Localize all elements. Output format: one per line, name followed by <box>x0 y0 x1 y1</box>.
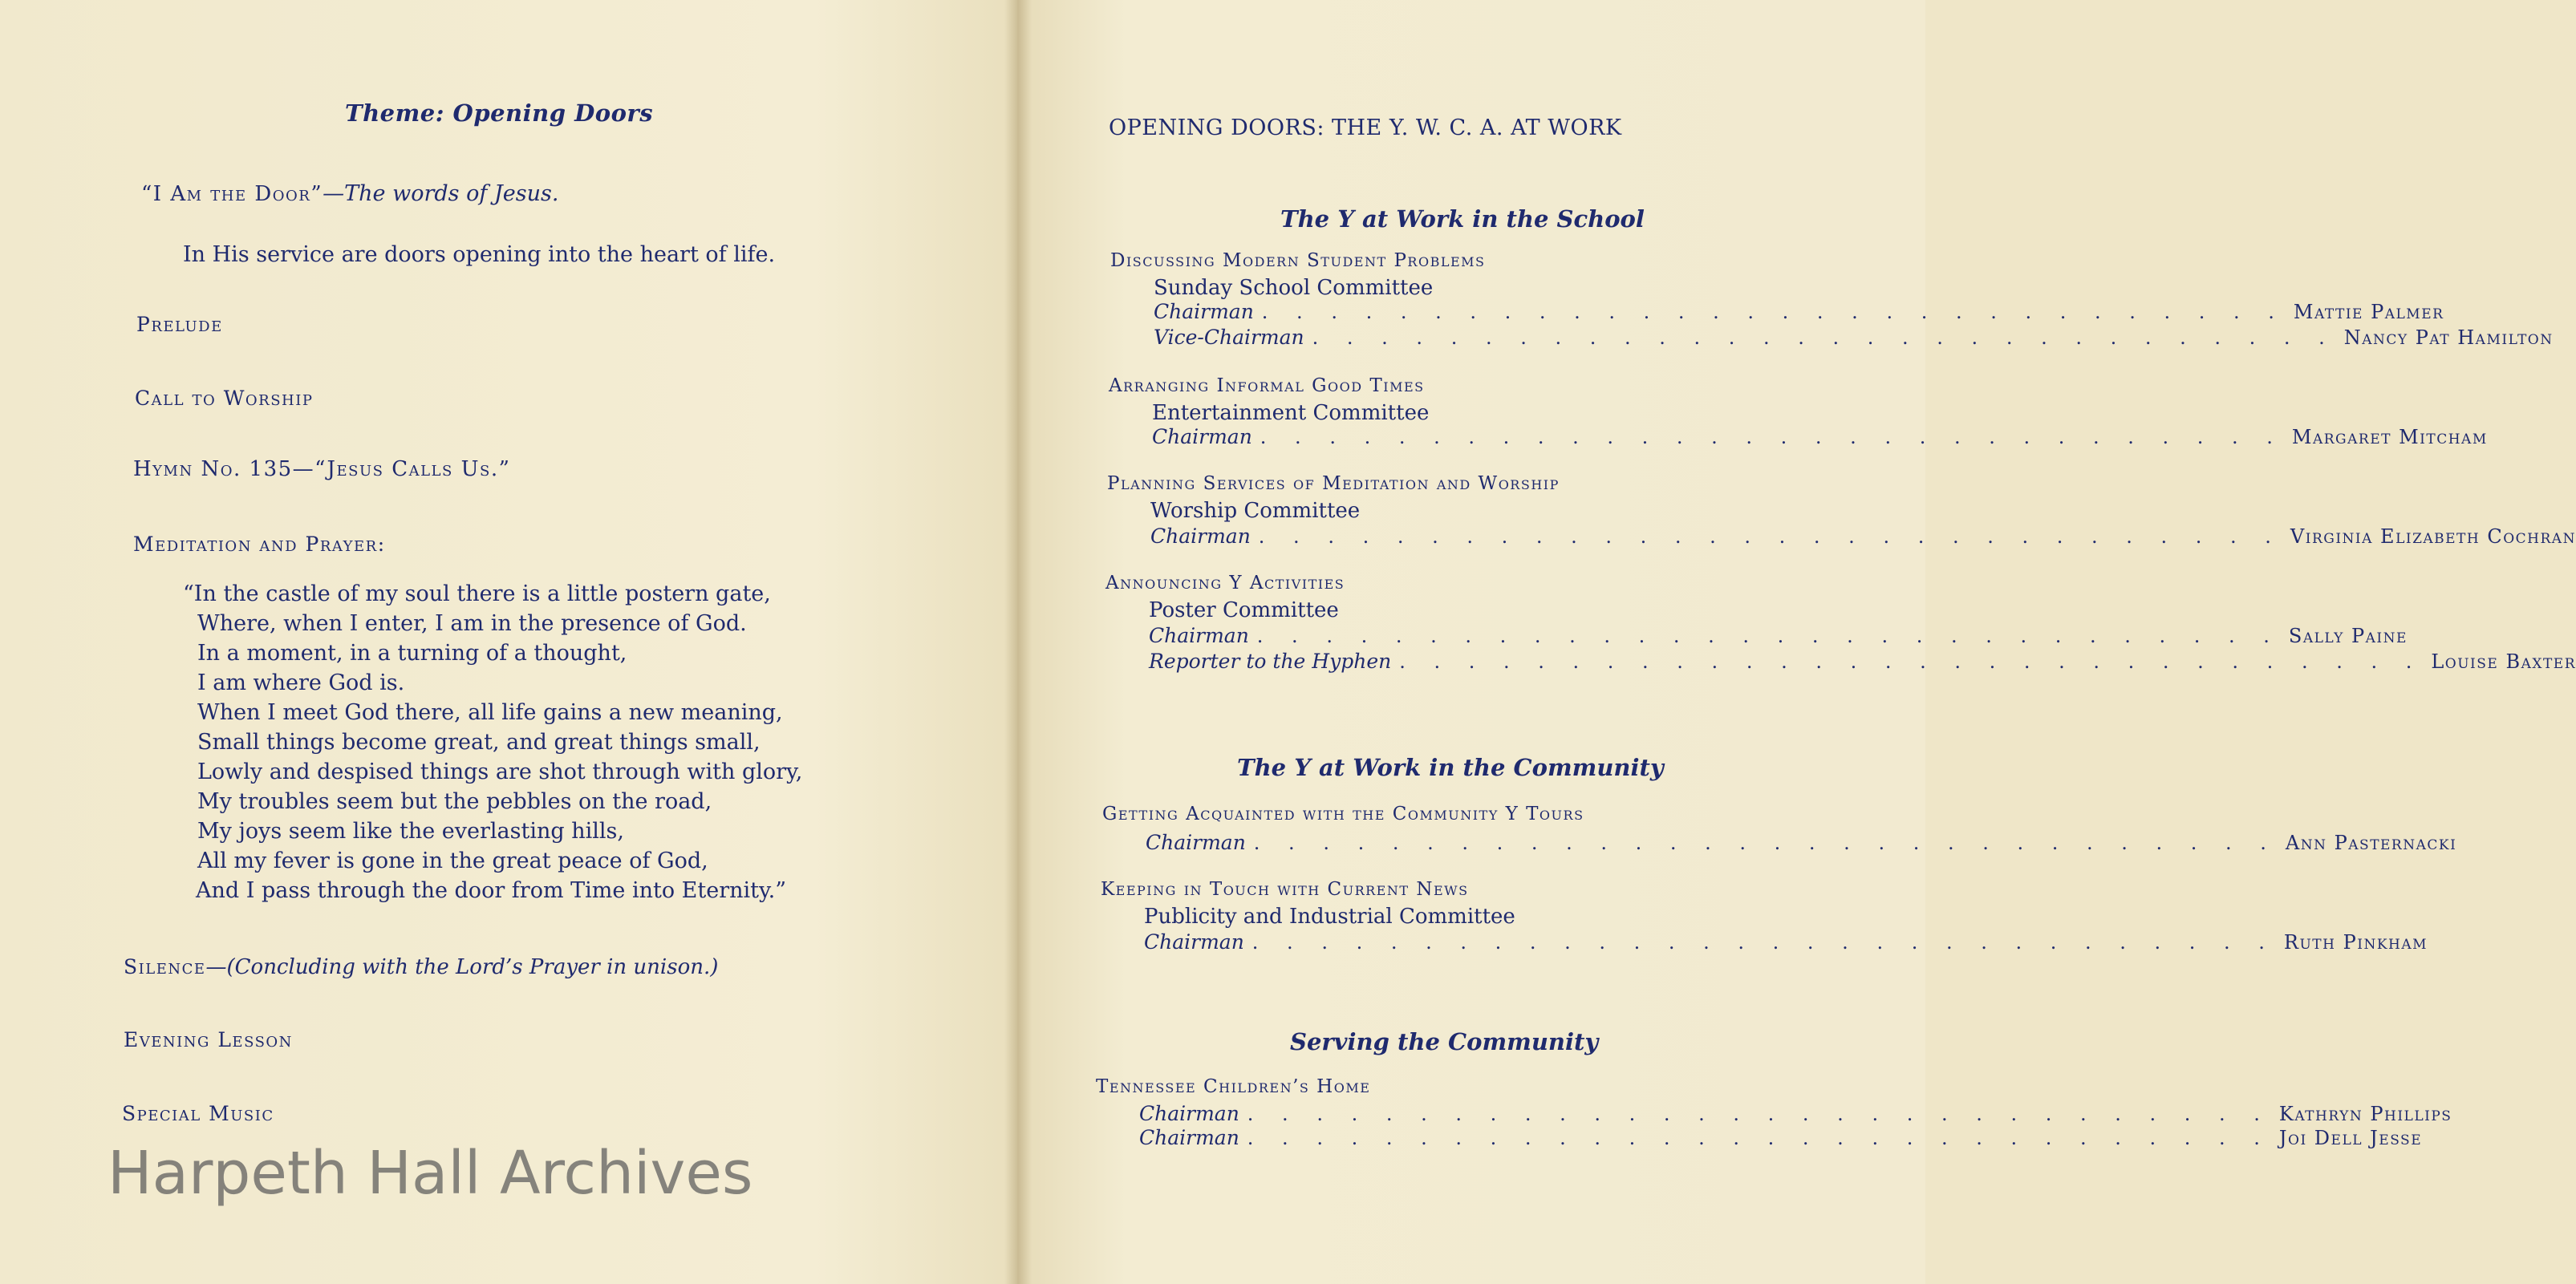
poem-line: I am where God is. <box>197 670 405 695</box>
meditation-heading: Meditation and Prayer: <box>133 533 386 556</box>
dot-leader: . . . . . . . . . . . . . . . . . . . . . . . . . . . . . . <box>1258 525 2282 548</box>
member-name: Ann Pasternacki <box>2285 832 2457 854</box>
dot-leader: . . . . . . . . . . . . . . . . . . . . . . . . . . . . . . <box>1399 650 2424 673</box>
role-row <box>1139 1102 2452 1125</box>
topic-heading: Tennessee Children’s Home <box>1096 1076 1371 1097</box>
member-name: Louise Baxter <box>2431 650 2576 673</box>
role-label: Chairman <box>1154 300 1254 323</box>
book-gutter <box>1004 0 1032 1284</box>
silence-line <box>124 954 718 979</box>
prelude: Prelude <box>136 313 223 336</box>
member-name: Ruth Pinkham <box>2283 931 2428 954</box>
special-music: Special Music <box>122 1102 274 1125</box>
member-name: Margaret Mitcham <box>2291 426 2488 448</box>
dot-leader: . . . . . . . . . . . . . . . . . . . . . . . . . . . . . . <box>1247 1103 2271 1125</box>
silence-note: —(Concluding with the Lord’s Prayer in unison.) <box>205 955 719 979</box>
poem-line: In a moment, in a turning of a thought, <box>197 641 627 666</box>
committee-name: Entertainment Committee <box>1152 401 1430 425</box>
serving-heading: Serving the Community <box>1290 1028 1599 1055</box>
role-label: Chairman <box>1150 525 1251 548</box>
member-name: Kathryn Phillips <box>2278 1103 2452 1125</box>
committee-name: Publicity and Industrial Committee <box>1144 905 1515 929</box>
poem-line: Small things become great, and great things small, <box>197 730 761 755</box>
role-row <box>1152 425 2488 448</box>
topic-heading: Announcing Y Activities <box>1105 573 1345 593</box>
role-row <box>1149 650 2576 673</box>
school-heading: The Y at Work in the School <box>1280 205 1645 233</box>
evening-lesson: Evening Lesson <box>124 1028 293 1051</box>
role-row <box>1149 624 2408 647</box>
role-row <box>1139 1126 2423 1149</box>
poem-line: All my fever is gone in the great peace of God, <box>197 849 708 873</box>
poem-line: When I meet God there, all life gains a new meaning, <box>197 700 783 725</box>
role-label: Chairman <box>1152 425 1252 448</box>
dot-leader: . . . . . . . . . . . . . . . . . . . . . . . . . . . . . . <box>1253 832 2278 854</box>
archive-watermark: Harpeth Hall Archives <box>108 1139 753 1208</box>
poem-line: Where, when I enter, I am in the presence of God. <box>197 611 747 636</box>
role-label: Chairman <box>1144 930 1244 954</box>
topic-heading: Getting Acquainted with the Community Y Tours <box>1102 804 1584 824</box>
role-row <box>1154 326 2554 349</box>
right-page-title: OPENING DOORS: THE Y. W. C. A. AT WORK <box>1109 115 1622 140</box>
door-attribution: —The words of Jesus. <box>323 181 559 206</box>
member-name: Nancy Pat Hamilton <box>2343 326 2554 349</box>
theme-title: Theme: Opening Doors <box>345 99 654 127</box>
member-name: Virginia Elizabeth Cochran <box>2290 525 2576 548</box>
dot-leader: . . . . . . . . . . . . . . . . . . . . . . . . . . . . . . <box>1247 1127 2271 1149</box>
poem-line: Lowly and despised things are shot through with glory, <box>197 759 803 784</box>
role-label: Vice-Chairman <box>1154 326 1304 349</box>
call-to-worship: Call to Worship <box>135 387 314 410</box>
poem-line: And I pass through the door from Time into Eternity.” <box>196 878 787 903</box>
role-label: Chairman <box>1139 1102 1239 1125</box>
role-label: Chairman <box>1149 624 1249 647</box>
poem-line: “In the castle of my soul there is a little postern gate, <box>183 581 771 606</box>
role-row <box>1150 525 2576 548</box>
topic-heading: Discussing Modern Student Problems <box>1110 250 1486 271</box>
topic-heading: Arranging Informal Good Times <box>1109 375 1425 396</box>
dot-leader: . . . . . . . . . . . . . . . . . . . . . . . . . . . . . . <box>1312 326 2336 349</box>
poem <box>183 579 802 905</box>
topic-heading: Keeping in Touch with Current News <box>1101 879 1469 900</box>
member-name: Joi Dell Jesse <box>2278 1127 2423 1149</box>
member-name: Sally Paine <box>2288 625 2408 647</box>
member-name: Mattie Palmer <box>2293 301 2444 323</box>
service-line: In His service are doors opening into the heart of life. <box>183 242 776 267</box>
role-row <box>1154 300 2444 323</box>
door-quote-line <box>141 181 558 206</box>
committee-name: Sunday School Committee <box>1154 276 1434 300</box>
role-row <box>1146 831 2457 854</box>
committee-name: Worship Committee <box>1150 499 1361 523</box>
role-label: Chairman <box>1146 831 1246 854</box>
dot-leader: . . . . . . . . . . . . . . . . . . . . . . . . . . . . . . <box>1261 301 2286 323</box>
committee-name: Poster Committee <box>1149 598 1339 622</box>
hymn: Hymn No. 135—“Jesus Calls Us.” <box>133 457 511 481</box>
poem-line: My joys seem like the everlasting hills, <box>197 819 624 844</box>
dot-leader: . . . . . . . . . . . . . . . . . . . . . . . . . . . . . . <box>1251 931 2276 954</box>
dot-leader: . . . . . . . . . . . . . . . . . . . . . . . . . . . . . . <box>1256 625 2281 647</box>
poem-line: My troubles seem but the pebbles on the road, <box>197 789 712 814</box>
door-quote: “I Am the Door” <box>141 182 323 206</box>
role-label: Chairman <box>1139 1126 1239 1149</box>
role-label: Reporter to the Hyphen <box>1149 650 1392 673</box>
community-heading: The Y at Work in the Community <box>1237 754 1664 781</box>
dot-leader: . . . . . . . . . . . . . . . . . . . . . . . . . . . . . . <box>1260 426 2284 448</box>
role-row <box>1144 930 2428 954</box>
topic-heading: Planning Services of Meditation and Worship <box>1107 473 1560 494</box>
silence: Silence <box>124 955 206 978</box>
